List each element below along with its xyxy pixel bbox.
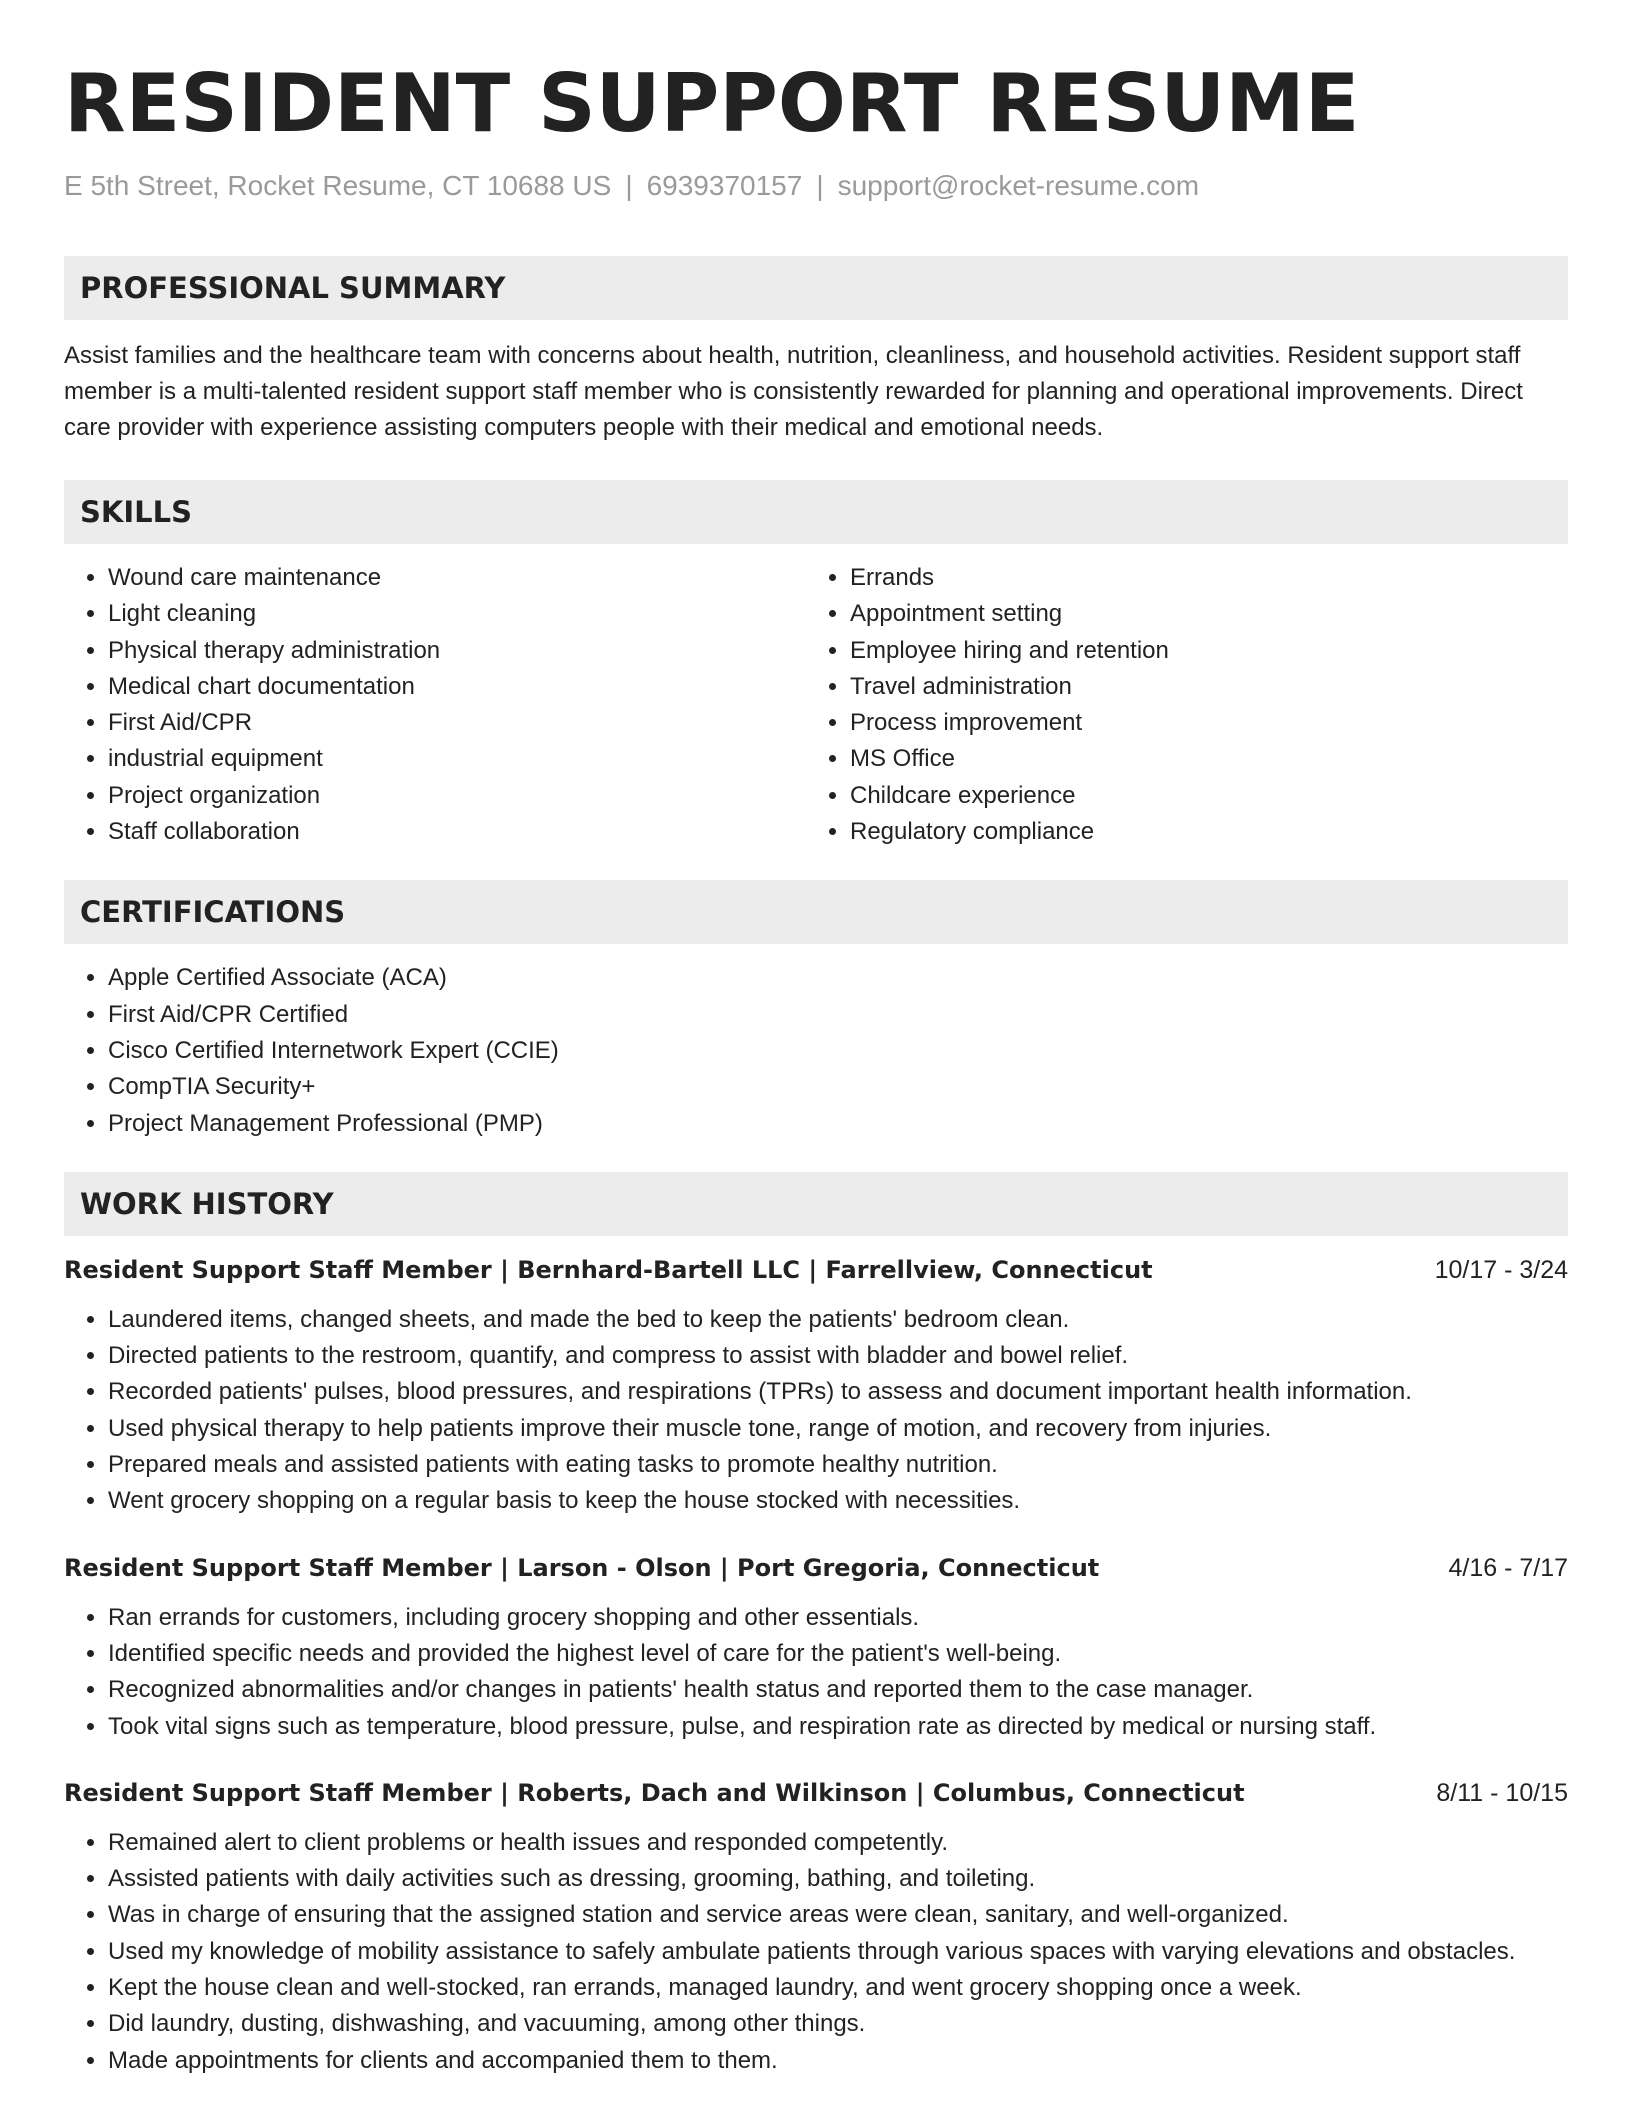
skill-item: • Errands bbox=[850, 560, 1548, 596]
skill-item: • Medical chart documentation bbox=[108, 669, 806, 705]
job-bullet: • Prepared meals and assisted patients with eating tasks to promote healthy nutrition. bbox=[108, 1447, 1568, 1483]
summary-heading: PROFESSIONAL SUMMARY bbox=[80, 271, 506, 305]
job-header bbox=[64, 1252, 1568, 1288]
job-title: Resident Support Staff Member | Bernhard-Bartell LLC | Farrellview, Connecticut bbox=[64, 1255, 1153, 1284]
contact-separator: | bbox=[625, 170, 633, 201]
job-bullet: • Remained alert to client problems or health issues and responded competently. bbox=[108, 1825, 1568, 1861]
job-bullet: • Took vital signs such as temperature, blood pressure, pulse, and respiration rate as directed by medical or nursing staff. bbox=[108, 1709, 1568, 1745]
job-bullet: • Assisted patients with daily activities such as dressing, grooming, bathing, and toileting. bbox=[108, 1861, 1568, 1897]
contact-line bbox=[64, 168, 1568, 204]
contact-separator: | bbox=[816, 170, 824, 201]
job-dates: 8/11 - 10/15 bbox=[1436, 1778, 1568, 1807]
summary-section-header bbox=[64, 256, 1568, 320]
job-bullet: • Laundered items, changed sheets, and made the bed to keep the patients' bedroom clean. bbox=[108, 1302, 1568, 1338]
job-bullet: • Directed patients to the restroom, quantify, and compress to assist with bladder and bowel relief. bbox=[108, 1338, 1568, 1374]
summary-text: Assist families and the healthcare team with concerns about health, nutrition, cleanliness, and household activities. Resident support staff member is a multi-talented resident support staff member who is consistently rewarded for planning and operational improvements. Direct care provider with experience assisting computers people with their medical and emotional needs. bbox=[64, 342, 1523, 441]
skill-item: • Project organization bbox=[108, 778, 806, 814]
job-bullet: • Kept the house clean and well-stocked, ran errands, managed laundry, and went grocery shopping once a week. bbox=[108, 1970, 1568, 2006]
skill-item: • Staff collaboration bbox=[108, 814, 806, 850]
certification-item: • Apple Certified Associate (ACA) bbox=[108, 960, 1568, 996]
job-bullet: • Made appointments for clients and accompanied them to them. bbox=[108, 2043, 1568, 2079]
job-title: Resident Support Staff Member | Larson - Olson | Port Gregoria, Connecticut bbox=[64, 1553, 1100, 1582]
resume-title: RESIDENT SUPPORT RESUME bbox=[64, 57, 1360, 150]
job-bullet: • Went grocery shopping on a regular basis to keep the house stocked with necessities. bbox=[108, 1483, 1568, 1519]
skill-item: • industrial equipment bbox=[108, 741, 806, 777]
contact-email: support@rocket-resume.com bbox=[837, 170, 1200, 201]
contact-phone: 6939370157 bbox=[646, 170, 803, 201]
work-history-section-header bbox=[64, 1172, 1568, 1236]
job-dates: 10/17 - 3/24 bbox=[1434, 1255, 1568, 1284]
skills-grid bbox=[64, 560, 1568, 850]
job-header bbox=[64, 1550, 1568, 1586]
job-bullet: • Was in charge of ensuring that the assigned station and service areas were clean, sanitary, and well-organized. bbox=[108, 1897, 1568, 1933]
job-title: Resident Support Staff Member | Roberts, Dach and Wilkinson | Columbus, Connecticut bbox=[64, 1778, 1245, 1807]
contact-address: E 5th Street, Rocket Resume, CT 10688 US bbox=[64, 170, 612, 201]
job-dates: 4/16 - 7/17 bbox=[1448, 1553, 1568, 1582]
job-bullet: • Used physical therapy to help patients improve their muscle tone, range of motion, and recovery from injuries. bbox=[108, 1411, 1568, 1447]
skills-heading: SKILLS bbox=[80, 495, 192, 529]
skill-item: • Process improvement bbox=[850, 705, 1548, 741]
job-header bbox=[64, 1775, 1568, 1811]
skills-section-header bbox=[64, 480, 1568, 544]
job-bullet: • Recognized abnormalities and/or changes in patients' health status and reported them to the case manager. bbox=[108, 1672, 1568, 1708]
work-history-heading: WORK HISTORY bbox=[80, 1186, 334, 1221]
job-entry bbox=[64, 1252, 1568, 1520]
job-bullet: • Did laundry, dusting, dishwashing, and vacuuming, among other things. bbox=[108, 2006, 1568, 2042]
skills-column-left bbox=[64, 560, 806, 850]
job-bullet: • Used my knowledge of mobility assistance to safely ambulate patients through various spaces with varying elevations and obstacles. bbox=[108, 1934, 1568, 1970]
certification-item: • CompTIA Security+ bbox=[108, 1069, 1568, 1105]
certification-item: • Project Management Professional (PMP) bbox=[108, 1106, 1568, 1142]
job-bullet: • Recorded patients' pulses, blood pressures, and respirations (TPRs) to assess and document important health information. bbox=[108, 1374, 1568, 1410]
job-bullet: • Identified specific needs and provided the highest level of care for the patient's well-being. bbox=[108, 1636, 1568, 1672]
skill-item: • Employee hiring and retention bbox=[850, 633, 1548, 669]
skill-item: • First Aid/CPR bbox=[108, 705, 806, 741]
certification-item: • First Aid/CPR Certified bbox=[108, 997, 1568, 1033]
job-entry bbox=[64, 1775, 1568, 2079]
certifications-section-header bbox=[64, 880, 1568, 944]
skill-item: • Childcare experience bbox=[850, 778, 1548, 814]
job-bullet: • Ran errands for customers, including grocery shopping and other essentials. bbox=[108, 1600, 1568, 1636]
skill-item: • Appointment setting bbox=[850, 596, 1548, 632]
certifications-heading: CERTIFICATIONS bbox=[80, 895, 346, 930]
skill-item: • Regulatory compliance bbox=[850, 814, 1548, 850]
skills-column-right bbox=[806, 560, 1548, 850]
certifications-list bbox=[64, 960, 1568, 1141]
job-entry bbox=[64, 1550, 1568, 1745]
skill-item: • MS Office bbox=[850, 741, 1548, 777]
skill-item: • Physical therapy administration bbox=[108, 633, 806, 669]
certification-item: • Cisco Certified Internetwork Expert (CCIE) bbox=[108, 1033, 1568, 1069]
skill-item: • Travel administration bbox=[850, 669, 1548, 705]
skill-item: • Light cleaning bbox=[108, 596, 806, 632]
skill-item: • Wound care maintenance bbox=[108, 560, 806, 596]
